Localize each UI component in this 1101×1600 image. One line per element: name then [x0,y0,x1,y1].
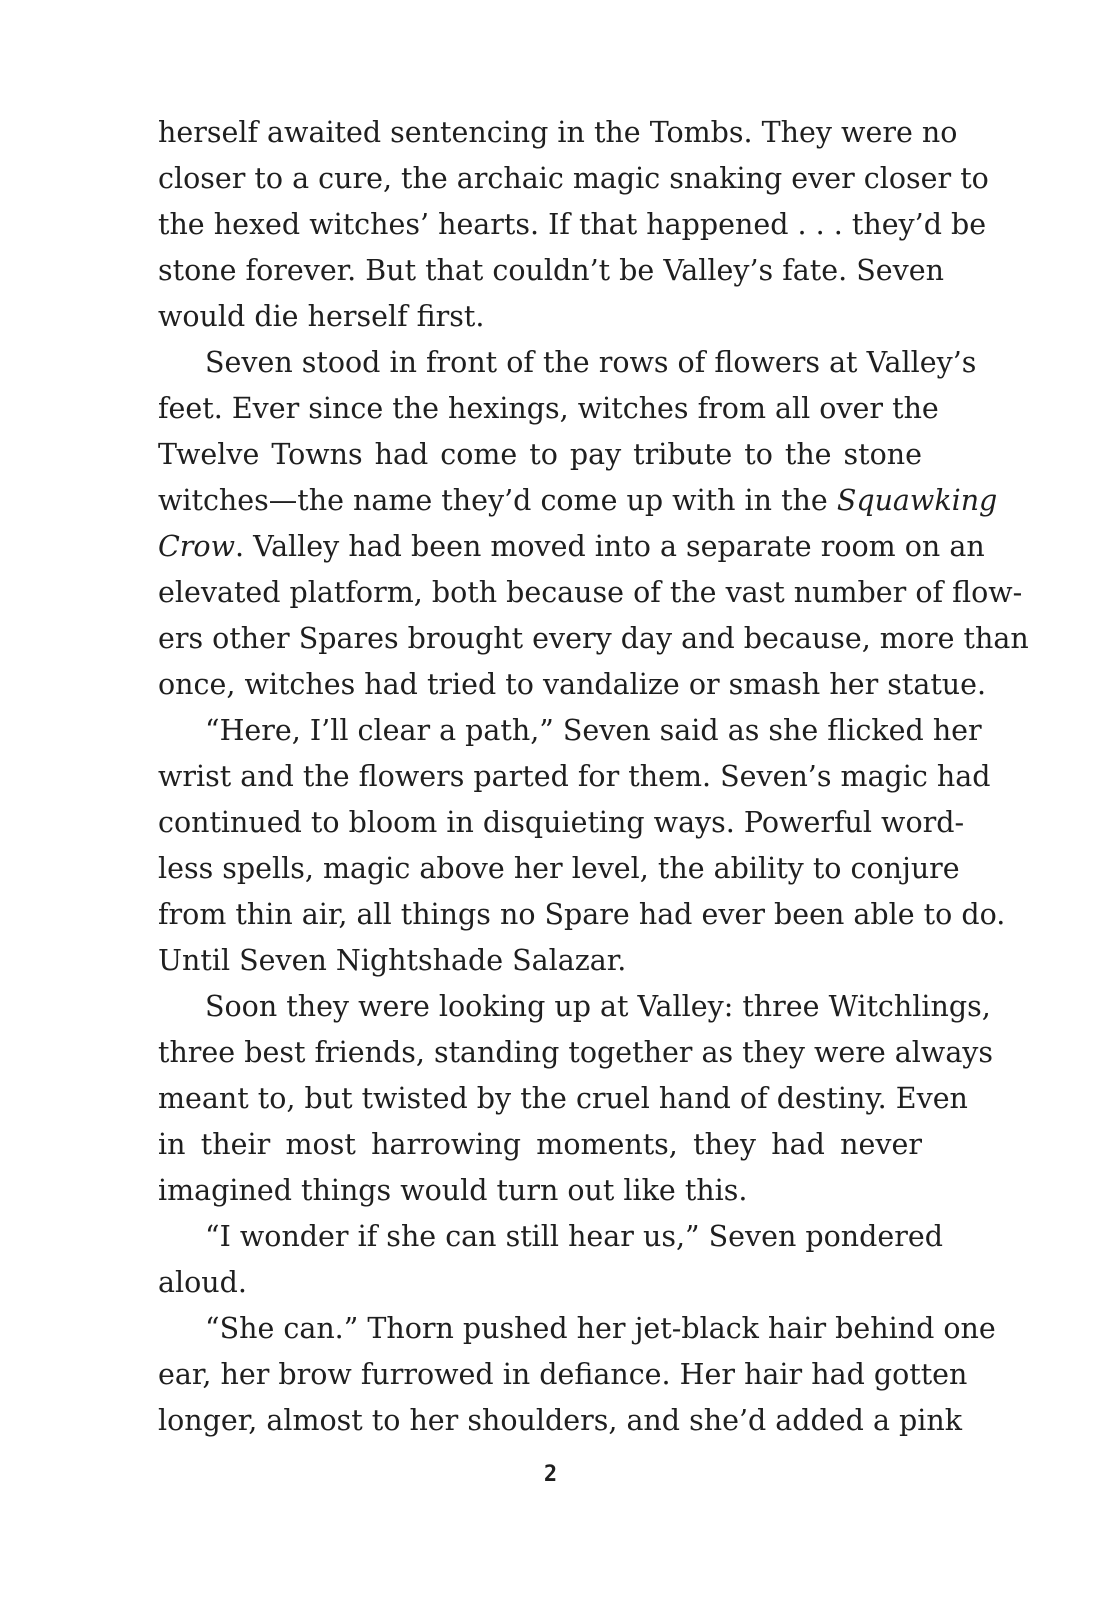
text-line: Seven stood in front of the rows of flowers at Valley’s [205,346,977,379]
text-line [158,478,998,524]
body-text [158,110,1029,1444]
text-line: ers other Spares brought every day and because, more than [158,622,1029,655]
italic-title: Squawking [836,484,998,517]
text-line: less spells, magic above her level, the ability to conjure [158,852,960,885]
text-line: stone forever. But that couldn’t be Valley’s fate. Seven [158,254,944,287]
text-line: three best friends, standing together as they were always [158,1036,994,1069]
text-line: herself awaited sentencing in the Tombs. They were no [158,116,958,149]
text-line: “Here, I’ll clear a path,” Seven said as she flicked her [205,714,982,747]
text-line: ear, her brow furrowed in defiance. Her hair had gotten [158,1358,968,1391]
text-line: the hexed witches’ hearts. If that happened . . . they’d be [158,208,987,241]
text-line: once, witches had tried to vandalize or smash her statue. [158,668,987,701]
text-line: “I wonder if she can still hear us,” Seven pondered [205,1220,944,1253]
text-line: elevated platform, both because of the vast number of flow- [158,576,1023,609]
text-line: “She can.” Thorn pushed her jet-black hair behind one [205,1312,996,1345]
text-line: meant to, but twisted by the cruel hand of destiny. Even [158,1082,968,1115]
text-line: would die herself first. [158,300,485,333]
text-line: continued to bloom in disquieting ways. Powerful word- [158,806,965,839]
text-line: wrist and the flowers parted for them. Seven’s magic had [158,760,991,793]
page-number: 2 [543,1462,558,1487]
text-line: imagined things would turn out like this. [158,1174,748,1207]
text-line: feet. Ever since the hexings, witches from all over the [158,392,939,425]
text-line: closer to a cure, the archaic magic snaking ever closer to [158,162,989,195]
text-line: longer, almost to her shoulders, and she’d added a pink [158,1404,962,1437]
text-line: Twelve Towns had come to pay tribute to the stone [158,438,922,471]
text-line: in their most harrowing moments, they had never [158,1128,922,1161]
text-line: aloud. [158,1266,247,1299]
text-line: from thin air, all things no Spare had ever been able to do. [158,898,1006,931]
text-line: Soon they were looking up at Valley: three Witchlings, [205,990,991,1023]
text-line: Until Seven Nightshade Salazar. [158,944,627,977]
text-segment: witches—the name they’d come up with in the [158,484,837,517]
text-line [158,524,985,570]
italic-title: Crow [158,530,235,563]
text-segment: . Valley had been moved into a separate room on an [234,530,985,563]
